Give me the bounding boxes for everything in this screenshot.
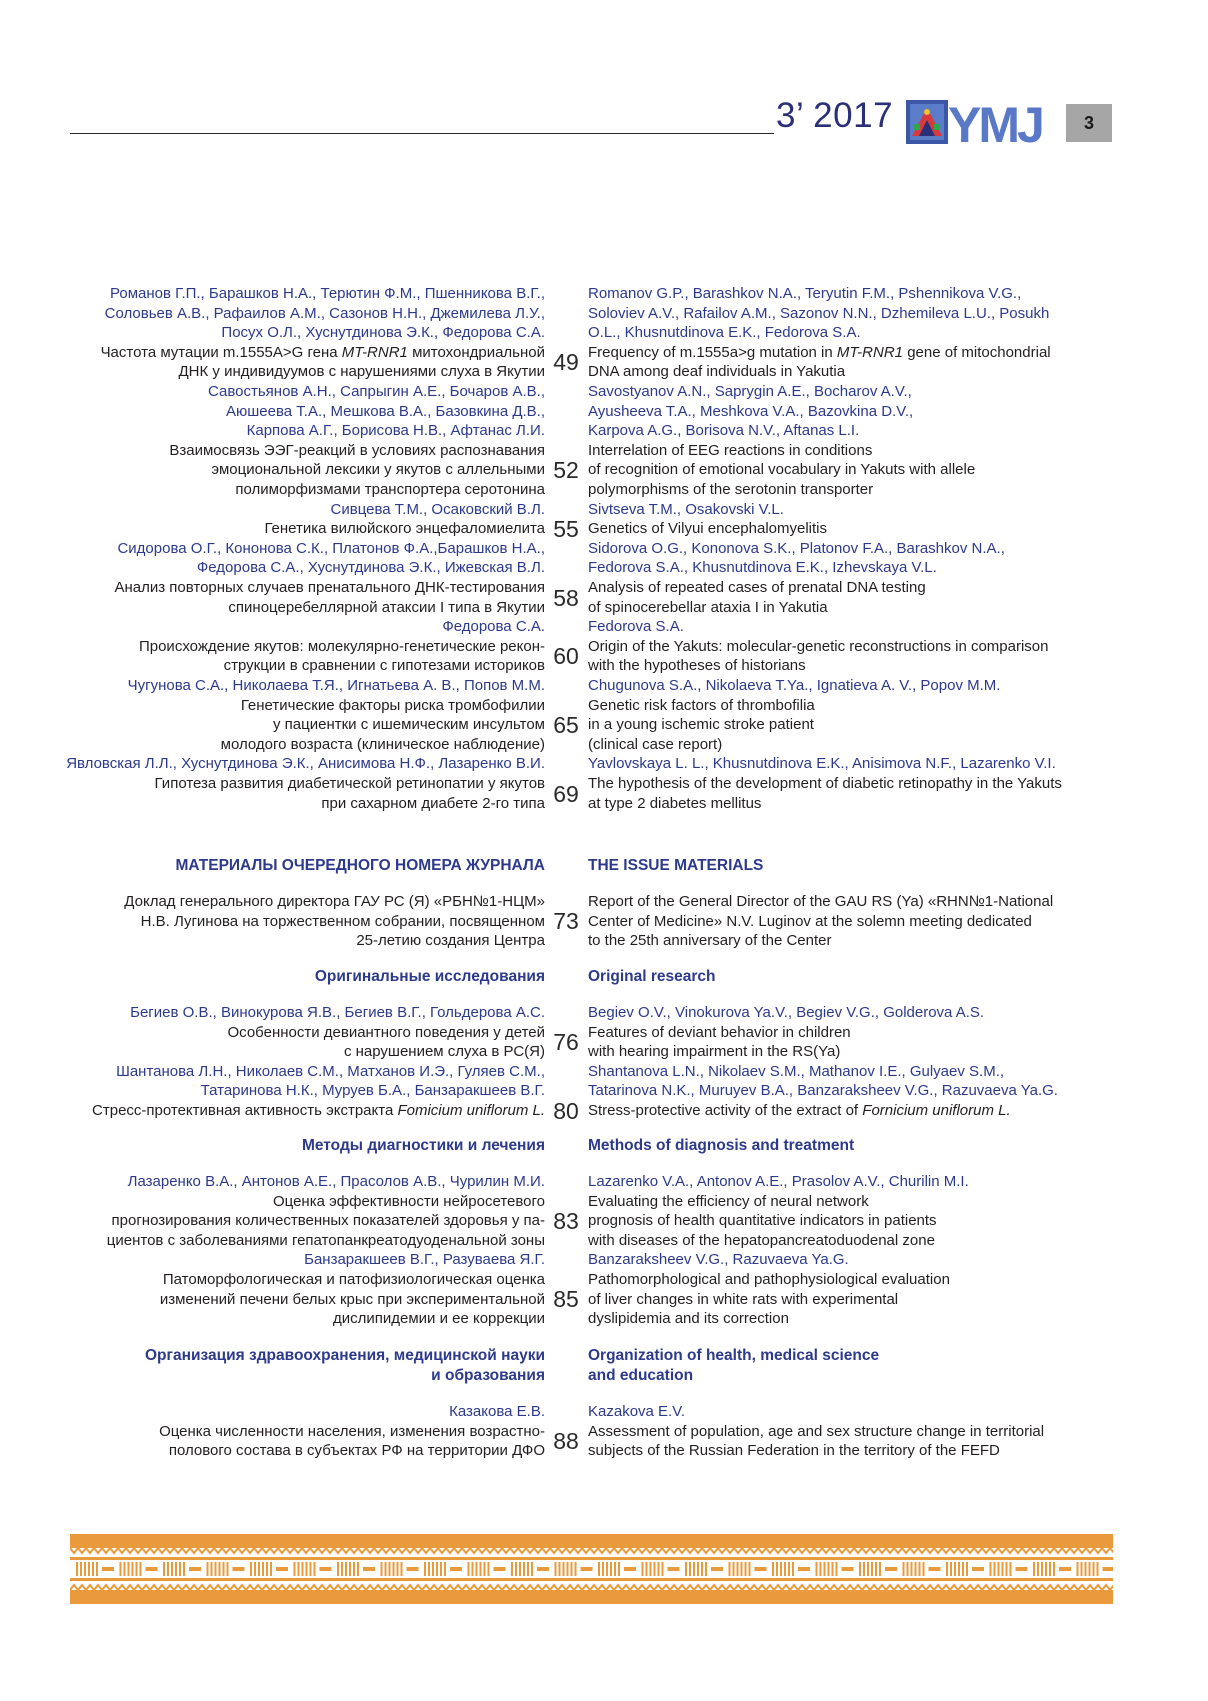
- ru-title-line: циентов с заболеваниями гепатопанкреатодуоденальной зоны: [106, 1231, 545, 1249]
- page-reference[interactable]: 52: [553, 457, 579, 484]
- ru-auth-line: Романов Г.П., Барашков Н.А., Терютин Ф.М., Пшенникова В.Г.,: [110, 285, 545, 302]
- ru-auth-line: Явловская Л.Л., Хуснутдинова Э.К., Анисимова Н.Ф., Лазаренко В.И.: [66, 755, 545, 773]
- page-reference[interactable]: 76: [553, 1029, 579, 1056]
- ru-auth-line: Бегиев О.В., Винокурова Я.В., Бегиев В.Г., Гольдерова А.С.: [130, 1004, 545, 1021]
- en-title-line: Report of the General Director of the GAU RS (Ya) «RHN№1-National: [588, 893, 1054, 910]
- header-rule: [70, 133, 774, 134]
- section-heading-ru: МАТЕРИАЛЫ ОЧЕРЕДНОГО НОМЕРА ЖУРНАЛА: [175, 857, 545, 874]
- en-auth-line: Savostyanov A.N., Saprygin A.E., Bocharov A.V.,: [588, 383, 912, 400]
- ru-title-line: Н.В. Лугинова на торжественном собрании, посвященном: [140, 912, 545, 930]
- ru-auth-line: Соловьев А.В., Рафаилов А.М., Сазонов Н.Н., Джемилева Л.У.,: [104, 304, 545, 322]
- en-title-line: Features of deviant behavior in children: [588, 1023, 851, 1041]
- en-title-line: dyslipidemia and its correction: [588, 1310, 789, 1328]
- en-auth-line: Fedorova S.A.: [588, 618, 684, 636]
- en-title-line: to the 25th anniversary of the Center: [588, 932, 832, 950]
- en-title-line: with diseases of the hepatopancreatoduodenal zone: [588, 1231, 935, 1249]
- ru-auth-line: Аюшеева Т.А., Мешкова В.А., Базовкина Д.В.,: [226, 402, 545, 420]
- en-auth-line: Kazakova E.V.: [588, 1403, 686, 1420]
- en-auth-line: Tatarinova N.K., Muruyev B.A., Banzaraksheev V.G., Razuvaeva Ya.G.: [588, 1082, 1058, 1100]
- en-auth-line: Banzaraksheev V.G., Razuvaeva Ya.G.: [588, 1251, 849, 1269]
- ru-title-line: с нарушением слуха в РС(Я): [343, 1043, 545, 1061]
- ru-title-line: спиноцеребеллярной атаксии I типа в Якутии: [228, 598, 545, 616]
- en-title-line: Analysis of repeated cases of prenatal DNA testing: [588, 578, 926, 596]
- ru-auth-line: Банзаракшеев В.Г., Разуваева Я.Г.: [304, 1251, 545, 1269]
- en-title-line: with the hypotheses of historians: [588, 657, 806, 675]
- en-auth-line: Ayusheeva T.A., Meshkova V.A., Bazovkina D.V.,: [588, 402, 914, 420]
- ru-auth-line: Карпова А.Г., Борисова Н.В., Афтанас Л.И.: [246, 422, 545, 440]
- ru-title-line: Особенности девиантного поведения у детей: [227, 1023, 545, 1041]
- ru-title-line: полиморфизмами транспортера серотонина: [235, 481, 545, 498]
- ru-title-line: эмоциональной лексики у якутов с аллельными: [211, 461, 545, 479]
- en-auth-line: Chugunova S.A., Nikolaeva T.Ya., Ignatieva A. V., Popov M.M.: [588, 677, 1001, 694]
- en-title-line: Genetics of Vilyui encephalomyelitis: [588, 520, 828, 538]
- section-heading-en: Methods of diagnosis and treatment: [588, 1137, 855, 1154]
- page-reference[interactable]: 65: [553, 712, 579, 738]
- ru-title-line: Стресс-протективная активность экстракта Fomicium uniflorum L.: [92, 1101, 545, 1119]
- en-title-line: at type 2 diabetes mellitus: [588, 794, 762, 812]
- ru-title-line: Частота мутации m.1555A>G гена MT-RNR1 митохондриальной: [100, 343, 545, 361]
- ru-title-line: Анализ повторных случаев пренатального ДНК-тестирования: [114, 578, 545, 596]
- en-title-line: Interrelation of EEG reactions in conditions: [588, 441, 873, 459]
- ru-auth-line: Чугунова С.А., Николаева Т.Я., Игнатьева А. В., Попов М.М.: [127, 677, 545, 694]
- en-auth-line: Yavlovskaya L. L., Khusnutdinova E.K., Anisimova N.F., Lazarenko V.I.: [588, 755, 1056, 773]
- ru-title-line: Взаимосвязь ЭЭГ-реакций в условиях распознавания: [169, 441, 545, 459]
- logo-text: YMJ: [948, 100, 1042, 144]
- ornamental-border: [70, 1534, 1113, 1604]
- en-title-line: in a young ischemic stroke patient: [588, 716, 814, 734]
- en-auth-line: Lazarenko V.A., Antonov A.E., Prasolov A.V., Churilin M.I.: [588, 1173, 969, 1190]
- section-heading-en: Original research: [588, 968, 716, 985]
- en-title-line: prognosis of health quantitative indicators in patients: [588, 1212, 937, 1230]
- ru-title-line: ДНК у индивидуумов с нарушениями слуха в Якутии: [178, 363, 545, 381]
- en-title-line: Origin of the Yakuts: molecular-genetic reconstructions in comparison: [588, 637, 1049, 655]
- en-auth-line: Karpova A.G., Borisova N.V., Aftanas L.I.: [588, 422, 860, 440]
- en-title-line: of spinocerebellar ataxia I in Yakutia: [588, 598, 828, 616]
- en-auth-line: Shantanova L.N., Nikolaev S.M., Mathanov I.E., Gulyaev S.M.,: [588, 1062, 1005, 1080]
- ru-title-line: Оценка численности населения, изменения возрастно-: [159, 1422, 545, 1440]
- ru-title-line: 25-летию создания Центра: [356, 932, 545, 950]
- ru-auth-line: Сивцева Т.М., Осаковский В.Л.: [330, 500, 545, 518]
- page-reference[interactable]: 58: [553, 584, 579, 611]
- en-title-line: (clinical case report): [588, 735, 723, 753]
- section-heading-en: Organization of health, medical science: [588, 1347, 880, 1364]
- en-title-line: Stress-protective activity of the extract of Fornicium uniflorum L.: [588, 1101, 1011, 1119]
- page-reference[interactable]: 83: [553, 1208, 579, 1234]
- section-heading-ru: Организация здравоохранения, медицинской науки: [144, 1347, 545, 1364]
- page-reference[interactable]: 88: [553, 1428, 579, 1455]
- en-auth-line: Soloviev A.V., Rafailov A.M., Sazonov N.N., Dzhemileva L.U., Posukh: [588, 304, 1050, 322]
- ru-title-line: Гипотеза развития диабетической ретинопатии у якутов: [154, 774, 545, 792]
- en-title-line: Genetic risk factors of thrombofilia: [588, 696, 815, 714]
- ru-title-line: прогнозирования количественных показателей здоровья у па-: [111, 1212, 545, 1230]
- ru-auth-line: Посух О.Л., Хуснутдинова Э.К., Федорова С.А.: [221, 324, 545, 342]
- section-heading-en: THE ISSUE MATERIALS: [588, 857, 764, 874]
- ru-auth-line: Казакова Е.В.: [449, 1403, 545, 1420]
- ru-auth-line: Савостьянов А.Н., Сапрыгин А.Е., Бочаров А.В.,: [208, 383, 545, 400]
- en-auth-line: Begiev O.V., Vinokurova Ya.V., Begiev V.G., Golderova A.S.: [588, 1004, 985, 1021]
- ru-title-line: дислипидемии и ее коррекции: [332, 1310, 545, 1328]
- ru-auth-line: Федорова С.А.: [442, 618, 545, 636]
- section-heading-ru: Методы диагностики и лечения: [301, 1137, 545, 1154]
- en-title-line: Center of Medicine» N.V. Luginov at the solemn meeting dedicated: [588, 912, 1032, 930]
- en-title-line: DNA among deaf individuals in Yakutia: [588, 363, 846, 381]
- page-reference[interactable]: 49: [553, 349, 579, 376]
- en-title-line: polymorphisms of the serotonin transporter: [588, 481, 874, 498]
- page-reference[interactable]: 69: [553, 780, 579, 807]
- page-reference[interactable]: 55: [553, 516, 579, 542]
- page-reference[interactable]: 73: [553, 908, 579, 935]
- section-heading-en: and education: [588, 1366, 694, 1384]
- ru-title-line: у пациентки с ишемическим инсультом: [273, 716, 545, 734]
- en-auth-line: Romanov G.P., Barashkov N.A., Teryutin F.M., Pshennikova V.G.,: [588, 285, 1022, 302]
- ru-title-line: струкции в сравнении с гипотезами историков: [223, 657, 545, 675]
- en-title-line: The hypothesis of the development of diabetic retinopathy in the Yakuts: [588, 774, 1062, 792]
- ru-title-line: Патоморфологическая и патофизиологическая оценка: [162, 1270, 545, 1288]
- ru-title-line: полового состава в субъектах РФ на территории ДФО: [168, 1442, 545, 1460]
- en-title-line: Pathomorphological and pathophysiological evaluation: [588, 1270, 950, 1288]
- ru-title-line: при сахарном диабете 2-го типа: [321, 794, 545, 812]
- page-reference[interactable]: 80: [553, 1097, 579, 1124]
- ru-auth-line: Федорова С.А., Хуснутдинова Э.К., Ижевская В.Л.: [196, 559, 545, 577]
- ru-auth-line: Шантанова Л.Н., Николаев С.М., Матханов И.Э., Гуляев С.М.,: [116, 1062, 545, 1080]
- ru-title-line: молодого возраста (клиническое наблюдение): [220, 735, 545, 753]
- en-auth-line: Sidorova O.G., Kononova S.K., Platonov F.A., Barashkov N.A.,: [588, 539, 1005, 557]
- en-title-line: Frequency of m.1555a>g mutation in MT-RNR1 gene of mitochondrial: [588, 343, 1051, 361]
- en-title-line: with hearing impairment in the RS(Ya): [588, 1043, 841, 1061]
- en-auth-line: O.L., Khusnutdinova E.K., Fedorova S.A.: [588, 324, 861, 342]
- ru-title-line: изменений печени белых крыс при экспериментальной: [159, 1290, 545, 1308]
- en-title-line: Assessment of population, age and sex structure change in territorial: [588, 1422, 1045, 1440]
- en-title-line: Evaluating the efficiency of neural network: [588, 1192, 869, 1210]
- page-number-badge: 3: [1066, 104, 1112, 142]
- en-auth-line: Fedorova S.A., Khusnutdinova E.K., Izhevskaya V.L.: [588, 559, 937, 577]
- ru-auth-line: Лазаренко В.А., Антонов А.Е., Прасолов А.В., Чурилин М.И.: [127, 1173, 545, 1190]
- en-auth-line: Sivtseva T.M., Osakovski V.L.: [588, 500, 784, 518]
- journal-logo: [906, 100, 1060, 144]
- page-reference[interactable]: 85: [553, 1286, 579, 1313]
- ru-title-line: Генетические факторы риска тромбофилии: [240, 696, 545, 714]
- ru-auth-line: Сидорова О.Г., Кононова С.К., Платонов Ф.А.,Барашков Н.А.,: [117, 539, 545, 557]
- en-title-line: of liver changes in white rats with experimental: [588, 1290, 899, 1308]
- section-heading-ru: Оригинальные исследования: [314, 968, 545, 985]
- ru-auth-line: Татаринова Н.К., Муруев Б.А., Банзаракшеев В.Г.: [200, 1082, 545, 1100]
- section-heading-ru: и образования: [431, 1366, 545, 1384]
- page-header: [0, 0, 1208, 160]
- ru-title-line: Генетика вилюйского энцефаломиелита: [264, 520, 545, 538]
- en-title-line: of recognition of emotional vocabulary in Yakuts with allele: [588, 461, 976, 479]
- ru-title-line: Происхождение якутов: молекулярно-генетические рекон-: [138, 637, 545, 655]
- ru-title-line: Доклад генерального директора ГАУ РС (Я) «РБН№1-НЦМ»: [124, 893, 545, 910]
- ru-title-line: Оценка эффективности нейросетевого: [273, 1192, 545, 1210]
- page-reference[interactable]: 60: [553, 643, 579, 670]
- issue-number: 3’ 2017: [776, 96, 894, 135]
- en-title-line: subjects of the Russian Federation in the territory of the FEFD: [588, 1442, 1000, 1460]
